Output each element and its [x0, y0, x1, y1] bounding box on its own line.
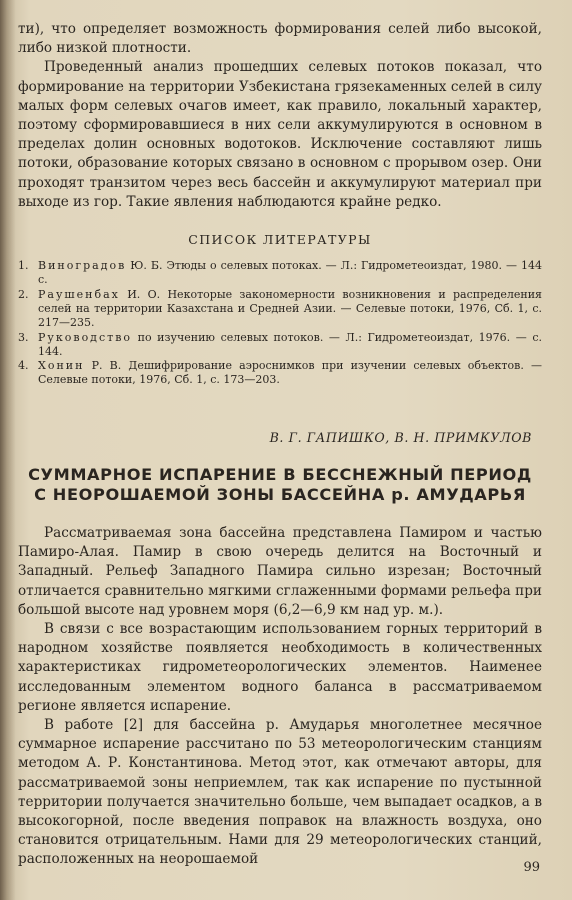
article-title — [18, 465, 542, 506]
reference-item — [18, 288, 542, 331]
reference-item — [18, 259, 542, 288]
intro-paragraph-1: ти), что определяет возможность формирования селей либо высокой, либо низкой плотности. — [18, 21, 542, 57]
article-paragraph-3: В работе [2] для бассейна р. Амударья многолетнее месячное суммарное испарение рассчитано по 53 метеорологическим станциям методом А. Р. Константинова. Метод этот, как отмечают авторы, для рассматриваемой зоны неприемлем, так как испарение по пустынной территории получается значительно больше, чем выпадает осадков, а в высокогорной, после введения поправок на влажность воздуха, оно становится отрицательным. Нами для 29 метеорологических станций, расположенных на неорошаемой — [18, 716, 542, 868]
article-title-line-1: СУММАРНОЕ ИСПАРЕНИЕ В БЕССНЕЖНЫЙ ПЕРИОД — [28, 464, 532, 484]
reference-item — [18, 331, 542, 360]
reference-author: Хонин — [38, 359, 85, 373]
reference-number: 1. — [18, 259, 29, 273]
reference-number: 4. — [18, 359, 29, 373]
article-paragraph-1: Рассматриваемая зона бассейна представлена Памиром и частью Памиро-Алая. Памир в свою очередь делится на Восточный и Западный. Рельеф Западного Памира сильно изрезан; Восточный отличается сравнительно мягкими сглаженными формами рельефа при большой высоте над уровнем моря (6,2—6,9 км над ур. м.). — [18, 524, 542, 618]
bibliography-title: СПИСОК ЛИТЕРАТУРЫ — [188, 232, 372, 248]
reference-author: Руководство — [38, 330, 133, 344]
page-number: 99 — [523, 860, 540, 875]
reference-item — [18, 359, 542, 388]
article-paragraph-2: В связи с все возрастающим использованием горных территорий в народном хозяйстве появляется необходимость в количественных характеристиках гидрометеорологических элементов. Наименее исследованным элементом водного баланса в рассматриваемом регионе является испарение. — [18, 620, 542, 714]
reference-number: 3. — [18, 330, 29, 344]
article-authors: В. Г. ГАПИШКО, В. Н. ПРИМКУЛОВ — [269, 429, 532, 445]
reference-text: по изучению селевых потоков. — Л.: Гидрометеоиздат, 1976. — с. 144. — [38, 330, 542, 358]
reference-text: Ю. Б. Этюды о селевых потоках. — Л.: Гидрометеоиздат, 1980. — 144 с. — [38, 259, 542, 287]
reference-author: Раушенбах — [38, 287, 120, 301]
reference-author: Виноградов — [38, 259, 127, 273]
reference-number: 2. — [18, 287, 29, 301]
article-title-line-2: С НЕОРОШАЕМОЙ ЗОНЫ БАССЕЙНА р. АМУДАРЬЯ — [34, 485, 526, 505]
bibliography-list — [18, 259, 542, 388]
text-column — [18, 20, 542, 870]
reference-text: И. О. Некоторые закономерности возникновения и распределения селей на территории Казахстана и Средней Азии. — Селевые потоки, 1976, Сб. 1, с. 217—235. — [38, 287, 542, 330]
intro-paragraph-2: Проведенный анализ прошедших селевых потоков показал, что формирование на территории Узбекистана грязекаменных селей в силу малых форм селевых очагов имеет, как правило, локальный характер, поэтому сформировавшиеся в них сели аккумулируются в основном в пределах долин основных водотоков. Исключение составляют лишь потоки, образование которых связано в основном с прорывом озер. Они проходят транзитом через весь бассейн и аккумулируют материал при выходе из гор. Такие явления наблюдаются крайне редко. — [18, 59, 542, 210]
reference-text: Р. В. Дешифрирование аэроснимков при изучении селевых объектов. — Селевые потоки, 1976, Сб. 1, с. 173—203. — [38, 359, 542, 387]
